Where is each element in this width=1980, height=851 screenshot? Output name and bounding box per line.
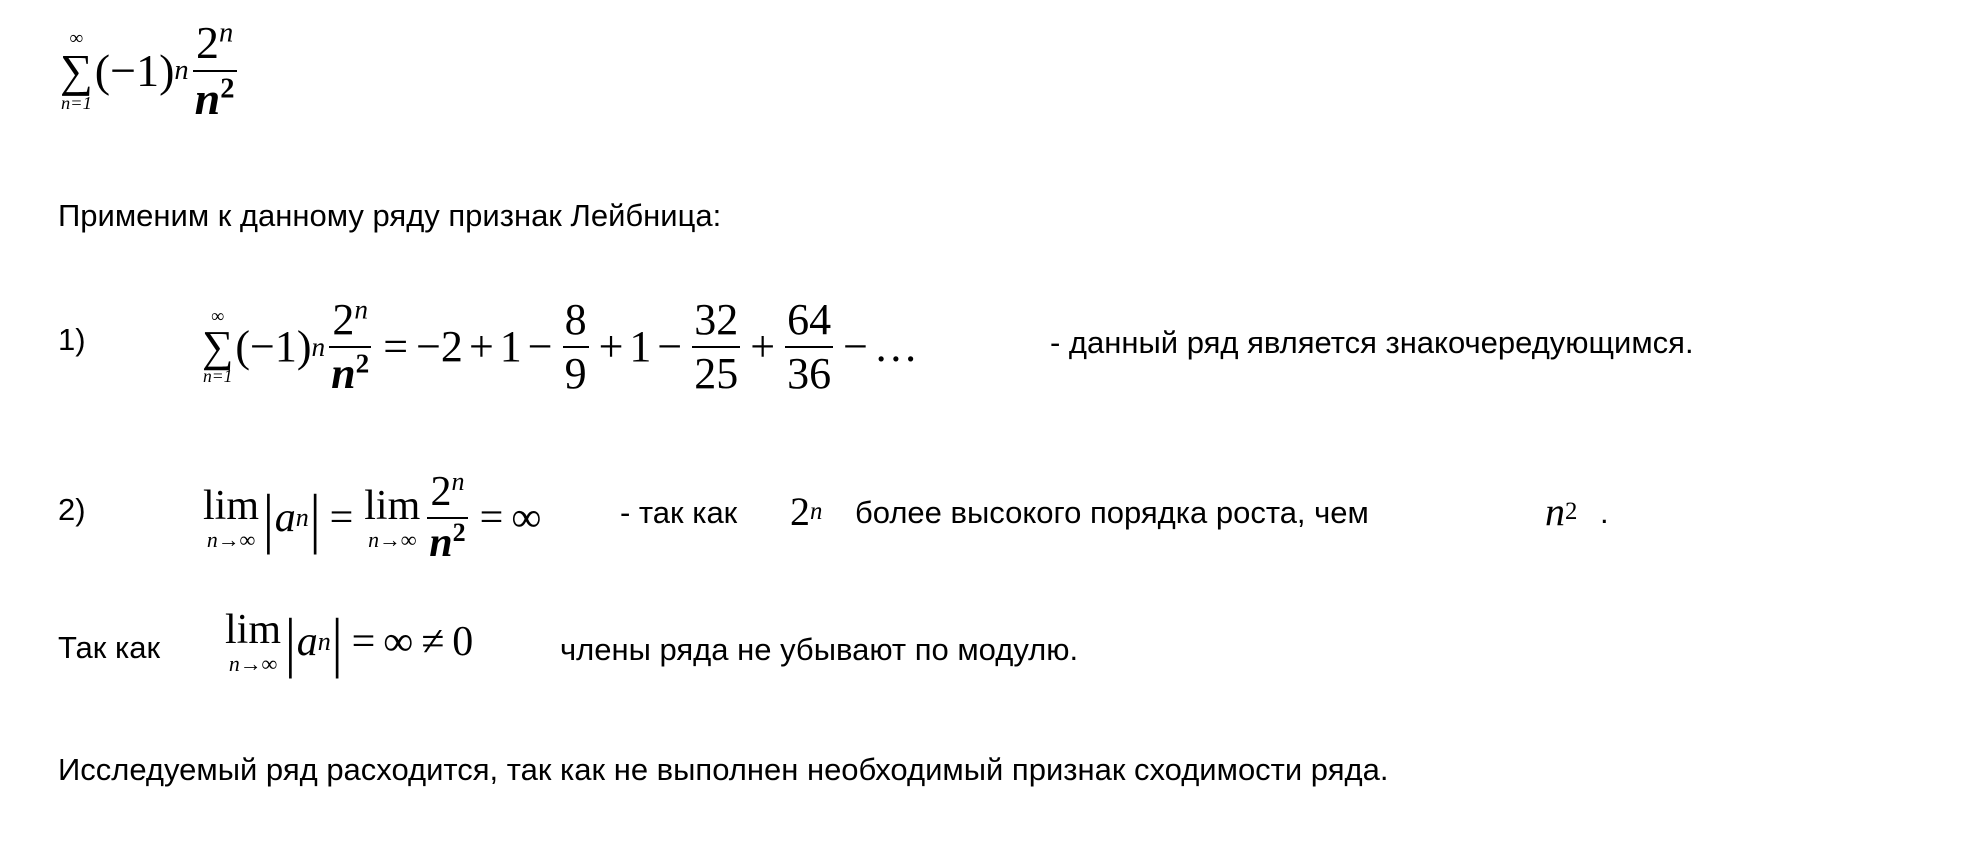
summation-operator: [60, 29, 93, 112]
equals-sign: =: [351, 619, 376, 666]
item2-power-n2: n 2: [1545, 489, 1578, 534]
item2-number: 2): [58, 492, 86, 527]
limit-label: lim: [225, 607, 282, 653]
fraction-32-over-25: $\frac{32}{25}$: [694, 295, 739, 398]
paren-close: ): [159, 45, 175, 97]
item1-formula: ∞ ∑ n=1 ( −1 ) n $\frac{2^n}{n^2}$ = −2 + 1 − $\frac{8}{9}$ + 1 − $\frac{32}{25}$ + $\frac{64}{36}$ − …: [202, 294, 918, 398]
operator-plus-3: +: [750, 322, 776, 372]
fraction-denominator: $n^2$: [429, 518, 466, 567]
sum-lower-limit: n=1: [202, 366, 233, 387]
sum-symbol: ∑: [202, 321, 234, 371]
intro-line: Применим к данному ряду признак Лейбница:: [58, 198, 722, 233]
zero: 0: [452, 619, 474, 666]
operator-minus-3: −: [843, 322, 868, 372]
fraction-numerator: 2$^n$: [195, 17, 234, 68]
limit-subscript: n→∞: [368, 528, 417, 553]
conclusion-line: Исследуемый ряд расходится, так как не выполнен необходимый признак сходимости ряда.: [58, 752, 1389, 787]
item2-tail-text-c: .: [1600, 495, 1609, 530]
operator-minus-2: −: [657, 322, 683, 372]
operator-minus-1: −: [527, 322, 553, 372]
a-letter: a: [274, 495, 296, 542]
fraction-bar: [193, 70, 237, 72]
sum-lower-limit: n=1: [60, 92, 92, 113]
limit-operator: [225, 608, 281, 676]
item2-power-2n: 2 n: [790, 489, 823, 534]
term-3: 1: [629, 322, 652, 372]
fraction-bar: [785, 346, 833, 348]
item2-tail-text-a: - так как: [620, 495, 738, 530]
item2-tail-text-b: более высокого порядка роста, чем: [855, 495, 1369, 530]
term-1: −2: [416, 322, 463, 372]
fraction-2n-over-n2: [427, 467, 467, 567]
a-letter: a: [296, 619, 318, 666]
operator-plus-1: +: [468, 322, 494, 372]
limit-subscript: n→∞: [228, 652, 278, 677]
power-base: n: [1545, 489, 1565, 534]
fraction-8-over-9: $\frac{8}{9}$: [564, 295, 587, 398]
item2-formula: lim n→∞ | a n | = lim n→∞ $\frac{2^n}{n^2}$ = ∞: [203, 467, 542, 567]
minus-one: −1: [250, 322, 297, 372]
limit-subscript: n→∞: [206, 528, 256, 553]
sum-upper-limit: ∞: [211, 305, 225, 326]
limit-operator-2: [364, 484, 420, 552]
equals-sign-1: =: [329, 495, 354, 542]
limit-label: lim: [203, 483, 260, 530]
equals-sign: =: [383, 322, 409, 372]
operator-plus-2: +: [598, 322, 624, 372]
fraction-2n-over-n2: [329, 296, 371, 397]
because-tail-text: члены ряда не убывают по модулю.: [560, 632, 1079, 667]
term-2: 1: [499, 322, 522, 372]
abs-bar-close: |: [309, 480, 321, 556]
power-base: 2: [790, 489, 810, 534]
paren-open: (: [235, 322, 251, 372]
item1-tail-text: - данный ряд является знакочередующимся.: [1050, 325, 1694, 360]
paren-close: ): [296, 322, 312, 372]
minus-one: −1: [110, 45, 160, 97]
fraction-denominator: $n^2$: [194, 72, 235, 124]
fraction-denominator: $n^2$: [331, 347, 370, 398]
fraction-numerator: 2$^n$: [430, 467, 465, 515]
fraction-2n-over-n2: [193, 18, 237, 123]
fraction-bar: [692, 346, 740, 348]
fraction-64-over-36: $\frac{64}{36}$: [787, 295, 832, 398]
because-formula: lim n→∞ | a n | = ∞ ≠ 0: [225, 603, 474, 679]
abs-bar-open: |: [285, 603, 296, 679]
sum-upper-limit: ∞: [69, 28, 84, 50]
abs-bar-open: |: [263, 480, 274, 556]
paren-open: (: [94, 45, 111, 97]
limit-operator-1: [203, 484, 259, 552]
fraction-bar: [563, 346, 589, 348]
equals-sign-2: =: [479, 495, 504, 542]
because-label: Так как: [58, 630, 161, 665]
fraction-numerator: 2$^n$: [332, 294, 369, 344]
not-equal-sign: ≠: [421, 619, 445, 666]
infinity-symbol: ∞: [511, 495, 542, 542]
ellipsis: …: [873, 322, 918, 372]
limit-label: lim: [364, 483, 421, 530]
infinity-symbol: ∞: [383, 619, 414, 666]
sum-symbol: ∑: [60, 45, 93, 97]
item1-number: 1): [58, 322, 86, 357]
headline-formula: ∞ ∑ n=1 ( −1 ) n $\frac{2^n}{n^2}$: [60, 17, 235, 124]
abs-bar-close: |: [331, 603, 343, 679]
summation-operator: [202, 307, 233, 386]
